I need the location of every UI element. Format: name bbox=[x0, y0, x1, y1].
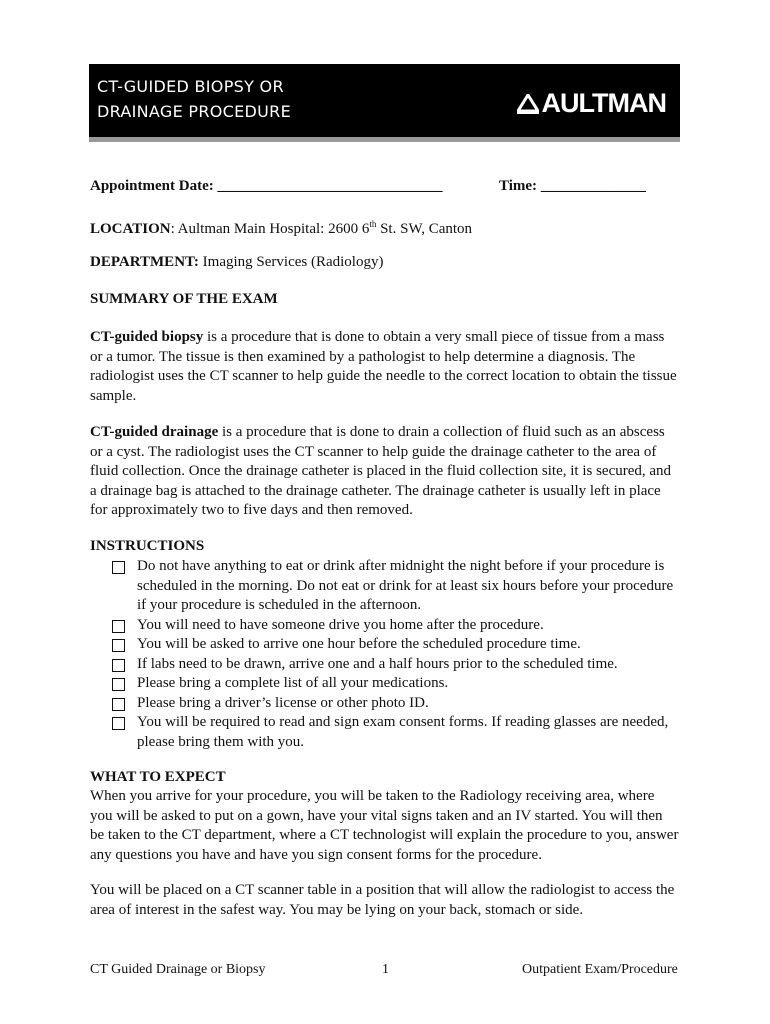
instruction-item: You will be required to read and sign exam consent forms. If reading glasses are needed, please bring them with you. bbox=[112, 713, 682, 752]
logo-triangle-icon bbox=[517, 94, 539, 114]
checkbox-icon bbox=[112, 659, 125, 672]
aultman-logo bbox=[517, 88, 666, 119]
checkbox-icon bbox=[112, 678, 125, 691]
appointment-time: Time: ______________ bbox=[499, 178, 646, 194]
expect-paragraph-2: You will be placed on a CT scanner table in a position that will allow the radiologist to access the area of interest in the safest way. You may be lying on your back, stomach or side. bbox=[90, 882, 675, 918]
location: LOCATION: Aultman Main Hospital: 2600 6th St. SW, Canton bbox=[90, 219, 473, 237]
title-line-2: DRAINAGE PROCEDURE bbox=[97, 102, 291, 121]
checkbox-icon bbox=[112, 620, 125, 633]
checkbox-icon bbox=[112, 561, 125, 574]
header-banner bbox=[89, 64, 680, 137]
instruction-item: Please bring a complete list of all your medications. bbox=[112, 674, 682, 694]
instructions-list bbox=[112, 557, 682, 752]
title-line-1: CT-GUIDED BIOPSY OR bbox=[97, 77, 284, 96]
drainage-paragraph: CT-guided drainage is a procedure that is done to drain a collection of fluid such as an abscess or a cyst. The radiologist uses the CT scanner to help guide the drainage catheter to the area of fluid collection. Once the drainage catheter is placed in the fluid collection site, it is secured, and a drainage bag is attached to the drainage catheter. The drainage catheter is usually left in place for approximately two to five days and then removed. bbox=[90, 424, 672, 518]
expect-heading: WHAT TO EXPECT bbox=[90, 769, 226, 785]
page-number: 1 bbox=[382, 962, 389, 977]
footer-right: Outpatient Exam/Procedure bbox=[522, 962, 678, 977]
expect-paragraph-1: When you arrive for your procedure, you will be taken to the Radiology receiving area, where you will be asked to put on a gown, have your vital signs taken and an IV started. You will then be taken to the CT department, where a CT technologist will explain the procedure to you, answer any questions you have and have you sign consent forms for the procedure. bbox=[90, 788, 679, 863]
department: DEPARTMENT: Imaging Services (Radiology) bbox=[90, 254, 384, 270]
instruction-item: You will be asked to arrive one hour before the scheduled procedure time. bbox=[112, 635, 682, 655]
instruction-item: If labs need to be drawn, arrive one and a half hours prior to the scheduled time. bbox=[112, 655, 682, 675]
logo-text: AULTMAN bbox=[541, 88, 666, 118]
checkbox-icon bbox=[112, 639, 125, 652]
instructions-heading: INSTRUCTIONS bbox=[90, 538, 205, 554]
instruction-item: Do not have anything to eat or drink after midnight the night before if your procedure is scheduled in the morning. Do not eat or drink for at least six hours before your procedure if your procedure is scheduled in the afternoon. bbox=[112, 557, 682, 616]
footer-left: CT Guided Drainage or Biopsy bbox=[90, 962, 266, 977]
document-title bbox=[97, 74, 291, 124]
biopsy-paragraph: CT-guided biopsy is a procedure that is done to obtain a very small piece of tissue from a mass or a tumor. The tissue is then examined by a pathologist to help determine a diagnosis. The radiologist uses the CT scanner to help guide the needle to the correct location to obtain the tissue sample. bbox=[90, 329, 677, 404]
checkbox-icon bbox=[112, 698, 125, 711]
header-underline bbox=[89, 137, 680, 142]
instruction-item: Please bring a driver’s license or other photo ID. bbox=[112, 694, 682, 714]
instruction-item: You will need to have someone drive you home after the procedure. bbox=[112, 616, 682, 636]
appointment-date: Appointment Date: ______________________________ bbox=[90, 178, 443, 194]
summary-heading: SUMMARY OF THE EXAM bbox=[90, 291, 278, 307]
checkbox-icon bbox=[112, 717, 125, 730]
